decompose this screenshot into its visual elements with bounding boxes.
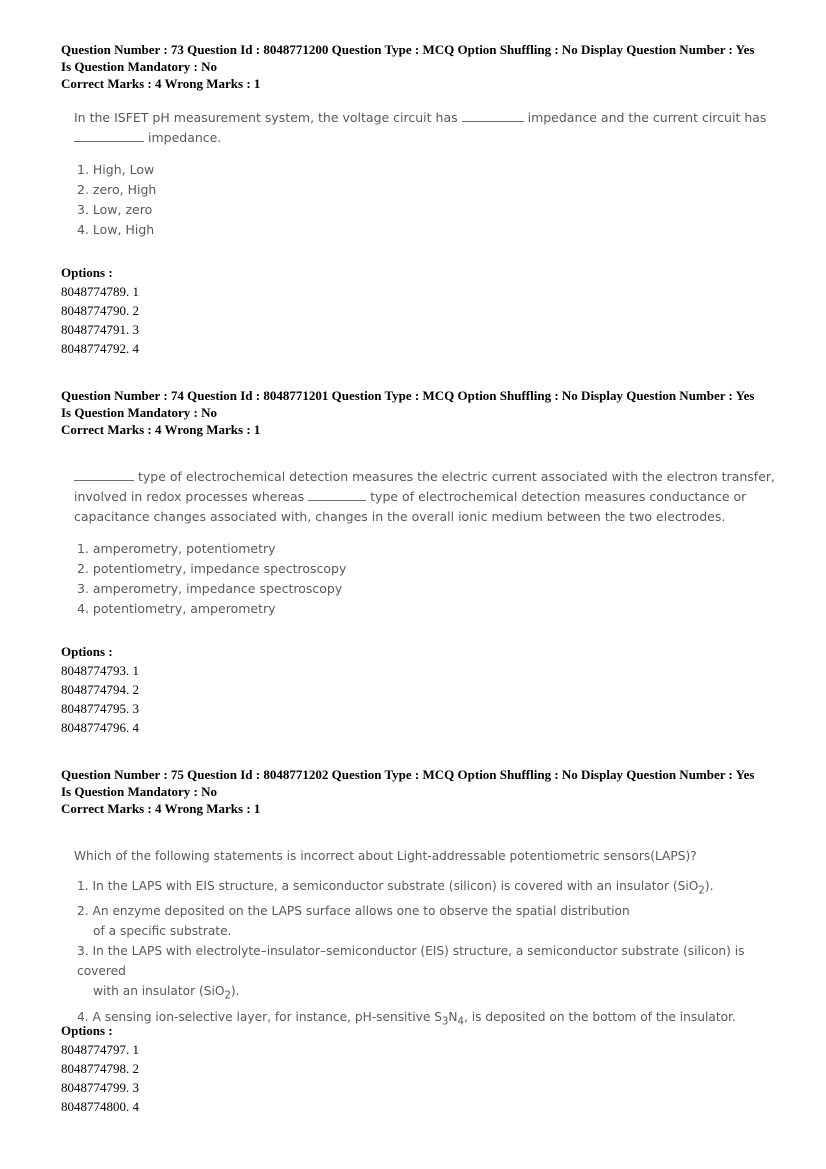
question-header: Question Number : 73 Question Id : 8048771200 Question Type : MCQ Option Shuffling : No Display Question Number : Yes (61, 42, 755, 57)
question-marks: Correct Marks : 4 Wrong Marks : 1 (61, 76, 261, 91)
choice-item: 2. An enzyme deposited on the LAPS surface allows one to observe the spatial distribution (77, 904, 630, 919)
choice-item: 3. amperometry, impedance spectroscopy (77, 581, 343, 596)
choice-list (74, 539, 794, 619)
options-label: Options : (61, 644, 113, 659)
question-image-74 (74, 467, 794, 619)
options-label: Options : (61, 1023, 113, 1038)
choice-item: 1. amperometry, potentiometry (77, 541, 276, 556)
option-id: 8048774794. 2 (61, 682, 139, 697)
option-id: 8048774792. 4 (61, 341, 139, 356)
option-id: 8048774791. 3 (61, 322, 139, 337)
option-id: 8048774789. 1 (61, 284, 139, 299)
option-id: 8048774793. 1 (61, 663, 139, 678)
question-block-73 (61, 41, 801, 92)
choice-item: 2. zero, High (77, 182, 157, 197)
answer-blank (74, 469, 134, 481)
answer-blank (462, 110, 524, 122)
question-header: Question Number : 74 Question Id : 8048771201 Question Type : MCQ Option Shuffling : No Display Question Number : Yes (61, 388, 755, 403)
choice-item: 2. potentiometry, impedance spectroscopy (77, 561, 347, 576)
choice-item: 4. A sensing ion-selective layer, for instance, pH-sensitive $S_3N_4$, is deposited on the bottom of the insulator. (77, 1009, 736, 1028)
question-image-73 (74, 108, 814, 240)
question-block-74 (61, 387, 801, 438)
option-id: 8048774790. 2 (61, 303, 139, 318)
question-text: type of electrochemical detection measures the electric current associated with the electron transfer, (74, 467, 794, 487)
choice-item: 1. High, Low (77, 162, 155, 177)
question-text-cont: involved in redox processes whereas type of electrochemical detection measures conductance or (74, 489, 747, 504)
options-block-75 (61, 1022, 801, 1116)
answer-blank (308, 489, 366, 501)
options-label: Options : (61, 265, 113, 280)
choice-item: 4. Low, High (77, 222, 155, 237)
question-mandatory: Is Question Mandatory : No (61, 405, 218, 420)
options-block-73 (61, 264, 801, 358)
question-text: In the ISFET pH measurement system, the voltage circuit has impedance and the current circuit has (74, 110, 767, 125)
option-id: 8048774798. 2 (61, 1061, 139, 1076)
option-id: 8048774795. 3 (61, 701, 139, 716)
option-id: 8048774800. 4 (61, 1099, 139, 1114)
question-text-cont: capacitance changes associated with, changes in the overall ionic medium between the two electrodes. (74, 509, 726, 524)
choice-list (74, 160, 814, 240)
question-image-75 (74, 846, 794, 1032)
question-mandatory: Is Question Mandatory : No (61, 59, 218, 74)
question-marks: Correct Marks : 4 Wrong Marks : 1 (61, 801, 261, 816)
choice-list (74, 876, 794, 1032)
option-id: 8048774796. 4 (61, 720, 139, 735)
choice-item: 3. Low, zero (77, 202, 153, 217)
option-id: 8048774799. 3 (61, 1080, 139, 1095)
question-text-cont: impedance. (74, 128, 814, 148)
choice-item: 4. potentiometry, amperometry (77, 601, 276, 616)
question-header: Question Number : 75 Question Id : 8048771202 Question Type : MCQ Option Shuffling : No Display Question Number : Yes (61, 767, 755, 782)
question-block-75 (61, 766, 801, 817)
question-mandatory: Is Question Mandatory : No (61, 784, 218, 799)
options-block-74 (61, 643, 801, 737)
question-text: Which of the following statements is incorrect about Light-addressable potentiometric sensors(LAPS)? (74, 849, 697, 863)
option-id: 8048774797. 1 (61, 1042, 139, 1057)
answer-blank (74, 130, 144, 142)
choice-item: 1. In the LAPS with EIS structure, a semiconductor substrate (silicon) is covered with an insulator (SiO$_2$). (77, 879, 714, 897)
choice-item-cont: of a specific substrate. (93, 924, 232, 939)
choice-item-cont: with an insulator (SiO$_2$). (93, 984, 240, 1002)
question-marks: Correct Marks : 4 Wrong Marks : 1 (61, 422, 261, 437)
choice-item: 3. In the LAPS with electrolyte–insulator–semiconductor (EIS) structure, a semiconductor substrate (silicon) is covered (77, 944, 745, 979)
